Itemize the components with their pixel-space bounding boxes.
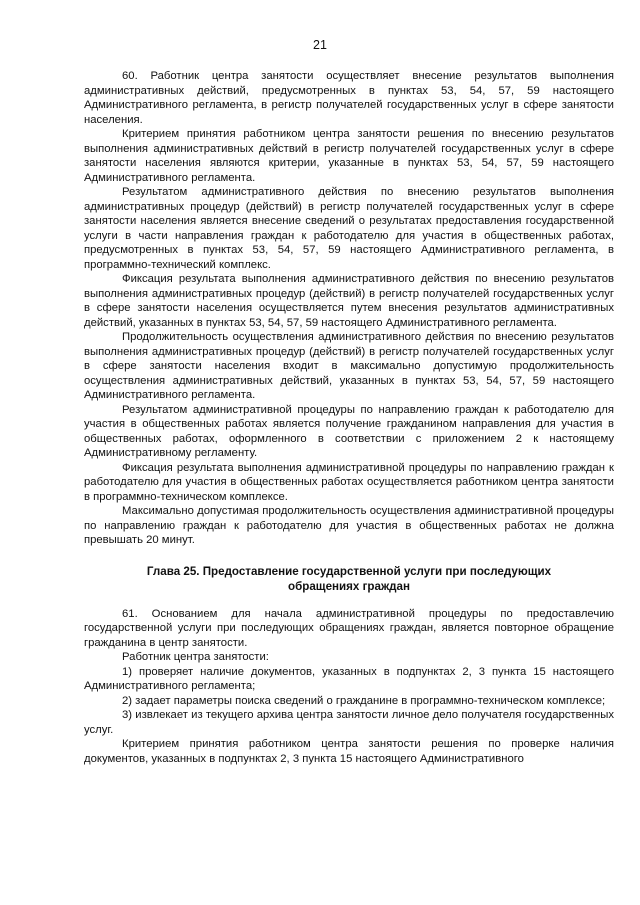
paragraph-result-procedure: Результатом административной процедуры по направлению граждан к работодателю для участия в общественных работах является получение гражданином направления для участия в общественных работах, оформленного в соответствии с приложением 2 к настоящему Административному регламенту. — [84, 403, 614, 459]
paragraph-criterion-check: Критерием принятия работником центра занятости решения по проверке наличия документов, указанных в подпунктах 2, 3 пункта 15 настоящего Административного — [84, 738, 614, 765]
paragraph-fixation-registry: Фиксация результата выполнения административного действия по внесению результатов выполнения административных процедур (действий) в регистр получателей государственных услуг в сфере занятости населения осуществляется путем внесения результатов административных действий, указанных в пунктах 53, 54, 57, 59 настоящего Административного регламента. — [84, 273, 614, 329]
list-item-3: 3) извлекает из текущего архива центра занятости личное дело получателя государственных услуг. — [84, 709, 614, 736]
list-item-1: 1) проверяет наличие документов, указанных в подпунктах 2, 3 пункта 15 настоящего Административного регламента; — [84, 665, 614, 692]
chapter-25-heading: Глава 25. Предоставление государственной услуги при последующих обращениях граждан — [146, 564, 552, 593]
paragraph-result-registry: Результатом административного действия по внесению результатов выполнения административных процедур (действий) в регистр получателей государственных услуг в сфере занятости населения является внесение сведений о результатах предоставления государственной услуги в части направления граждан к работодателю для участия в общественных работах, предусмотренных в пунктах 53, 54, 57, 59 настоящего Административного регламента, в программно-технический комплекс. — [84, 186, 614, 271]
paragraph-employee-intro: Работник центра занятости: — [122, 651, 269, 663]
paragraph-max-duration: Максимально допустимая продолжительность осуществления административной процедуры по направлению граждан к работодателю для участия в общественных работах не должна превышать 20 минут. — [84, 505, 614, 546]
paragraph-61: 61. Основанием для начала административной процедуры по предоставлечию государственной услуги при последующих обращениях граждан, является повторное обращение гражданина в центр занятости. — [84, 607, 614, 649]
list-item-2: 2) задает параметры поиска сведений о гражданине в программно-техническом комплексе; — [122, 694, 606, 707]
paragraph-duration-registry: Продолжительность осуществления административного действия по внесению результатов выполнения административных процедур (действий) в регистр получателей государственных услуг в сфере занятости населения входит в максимально допустимую продолжительность осуществления административных действий, указанных в пунктах 53, 54, 57, 59 настоящего Административного регламента. — [84, 331, 614, 401]
paragraph-60: 60. Работник центра занятости осуществляет внесение результатов выполнения административных действий, предусмотренных в пунктах 53, 54, 57, 59 настоящего Административного регламента, в регистр получателей государственных услуг в сфере занятости населения. — [84, 70, 614, 126]
page-number: 21 — [313, 38, 327, 52]
paragraph-criterion-registry: Критерием принятия работником центра занятости решения по внесению результатов выполнения административных действий в регистр получателей государственных услуг в сфере занятости населения являются критерии, указанные в пунктах 53, 54, 57, 59 настоящего Административного регламента. — [84, 128, 614, 184]
document-body — [84, 69, 614, 766]
paragraph-fixation-procedure: Фиксация результата выполнения административной процедуры по направлению граждан к работодателю для участия в общественных работах осуществляется работником центра занятости в программно-техническом комплексе. — [84, 461, 614, 503]
